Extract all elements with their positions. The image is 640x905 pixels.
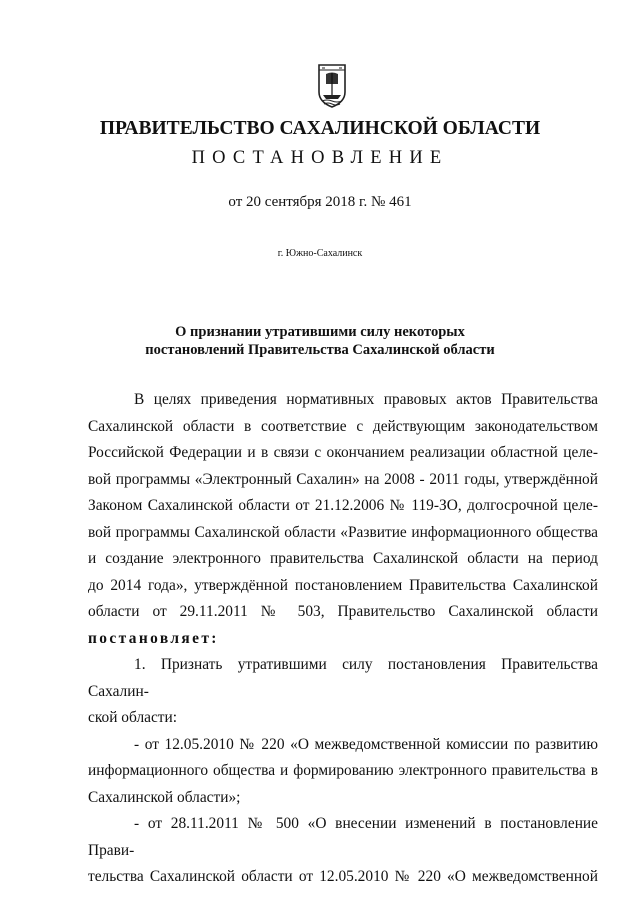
body-line: 1. Признать утратившими силу постановления Правительства Сахалин- (88, 656, 598, 700)
body-line: тельства Сахалинской области от 12.05.2010 № 220 «О межведомственной (88, 868, 598, 885)
body-line: вой программы «Электронный Сахалин» на 2008 - 2011 годы, утверждённой (88, 470, 598, 488)
document-type: ПОСТАНОВЛЕНИЕ (191, 148, 449, 168)
city-name: г. Южно-Сахалинск (277, 248, 363, 259)
body-line: В целях приведения нормативных правовых актов Правительства (134, 391, 598, 408)
body-line: вой программы Сахалинской области «Развитие информационного общества (88, 523, 598, 541)
government-name: ПРАВИТЕЛЬСТВО САХАЛИНСКОЙ ОБЛАСТИ (99, 118, 541, 139)
document-subject (0, 323, 640, 359)
subject-line: постановлений Правительства Сахалинской области (145, 342, 495, 358)
document-body (88, 387, 598, 891)
body-line: информационного общества и формированию электронного правительства в (88, 762, 598, 779)
body-line: ской области: (88, 709, 178, 726)
resolution-word (88, 626, 598, 653)
body-line: Сахалинской области»; (88, 788, 241, 806)
body-line: Законом Сахалинской области от 21.12.2006 № 119-ЗО, долгосрочной целе- (88, 497, 598, 514)
coat-of-arms-icon (316, 62, 348, 108)
date-number-line: от 20 сентября 2018 г. № 461 (228, 194, 412, 210)
body-line: - от 12.05.2010 № 220 «О межведомственной комиссии по развитию (134, 735, 598, 753)
body-line: области от 29.11.2011 № 503, Правительство Сахалинской области (88, 603, 598, 620)
body-line: и создание электронного правительства Сахалинской области на период (88, 550, 598, 567)
resolves-text: постановляет: (88, 629, 219, 647)
body-line: Российской Федерации и в связи с окончанием реализации областной целе- (88, 444, 598, 461)
body-line: - от 28.11.2011 № 500 «О внесении изменений в постановление Прави- (88, 815, 598, 859)
body-line: до 2014 года», утверждённой постановлением Правительства Сахалинской (88, 576, 598, 594)
subject-line: О признании утратившими силу некоторых (175, 324, 465, 340)
body-line: Сахалинской области в соответствие с действующим законодательством (88, 417, 598, 435)
